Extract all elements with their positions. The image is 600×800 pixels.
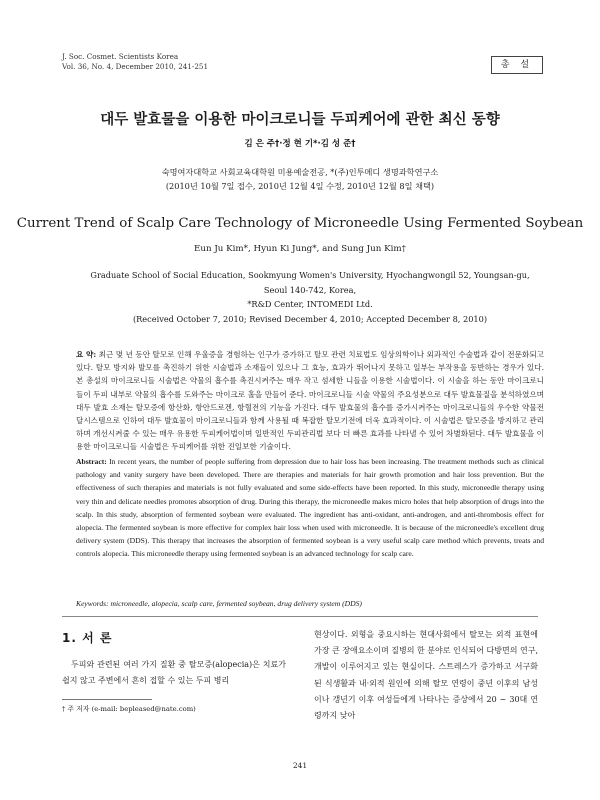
keywords-label: Keywords: xyxy=(76,599,109,608)
title-korean: 대두 발효물을 이용한 마이크로니들 두피케어에 관한 최신 동향 xyxy=(100,112,500,128)
abstract-english-text: In recent years, the number of people suffering from depression due to hair loss has been increasing. The treatment methods such as clinical pathology and vanity surgery have been developed. There are therapies and materials for hair growth promotion and hair loss prevention. But the effectiveness of such therapies and materials is not fully evaluated and some side-effects have been reported. In this study, microneedle therapy using very thin and delicate needles promotes absorption of drug. During this therapy, the microneedle makes micro holes that help absorption of drugs into the scalp. In this study, absorption of fermented soybean were evaluated. The ingredient has anti-oxidant, anti-androgen, and anti-thrombosis effect for alopecia. The fermented soybean is more effective for complex hair loss when used with microneedle. It is because of the microneedle's excellent drug delivery system (DDS). This therapy that increases the absorption of fermented soybean is a very useful scalp care method which prevents, treats and controls alopecia. This microneedle therapy using fermented soybean is an advanced technology for scalp care. xyxy=(76,457,544,559)
section-divider xyxy=(62,616,538,617)
affiliation-english xyxy=(70,268,550,326)
dates-english: (Received October 7, 2010; Revised December 4, 2010; Accepted December 8, 2010) xyxy=(132,313,488,324)
body-right-column: 현상이다. 외형을 중요시하는 현대사회에서 탈모는 외적 표현에 가장 큰 장애요소이며 질병의 한 분야로 인식되어 다방면의 연구, 개발이 이루어지고 있는 현실이다. 스트레스가 증가하고 서구화된 식생활과 내·외적 원인에 의해 탈모 연령이 중년 이후의 남성이나 갱년기 이후 여성들에게 나타나는 증상에서 20 ~ 30대 연령까지 낮아 xyxy=(314,630,538,721)
section-heading: 1. 서 론 xyxy=(62,631,113,645)
footnote: † 주 저자 (e-mail: bepleased@nate.com) xyxy=(62,705,196,713)
page-number: 241 xyxy=(292,761,308,770)
affiliation-korean xyxy=(0,165,600,193)
affiliation-english-line3: *R&D Center, INTOMEDI Ltd. xyxy=(247,299,373,309)
abstract-korean-label: 요 약: xyxy=(76,350,97,359)
footnote-rule xyxy=(62,699,152,700)
body-left-column: 두피와 관련된 여러 가지 질환 중 탈모증(alopecia)은 치료가 쉽지 않고 주변에서 흔히 접할 수 있는 두피 병리 xyxy=(62,660,286,685)
keywords xyxy=(76,598,544,610)
affiliation-english-line2: Seoul 140-742, Korea, xyxy=(263,284,357,295)
affiliation-korean-line: 숙명여자대학교 사회교육대학원 미용예술전공, *(주)인투메디 생명과학연구소 xyxy=(161,167,439,177)
abstract-english-label: Abstract: xyxy=(76,457,107,466)
affiliation-english-line1: Graduate School of Social Education, Sookmyung Women's University, Hyochangwongil 52, Youngsan-gu, xyxy=(90,270,530,280)
keywords-text: microneedle, alopecia, scalp care, fermented soybean, drug delivery system (DDS) xyxy=(108,599,362,608)
title-english: Current Trend of Scalp Care Technology of Microneedle Using Fermented Soybean xyxy=(16,216,584,231)
dates-korean: (2010년 10월 7일 접수, 2010년 12월 4일 수정, 2010년 12월 8일 채택) xyxy=(165,181,435,191)
authors-korean: 김 은 주†·정 현 기*·김 성 준† xyxy=(244,139,356,149)
abstract-english xyxy=(76,455,544,561)
authors-english: Eun Ju Kim*, Hyun Ki Jung*, and Sung Jun Kim† xyxy=(194,244,406,254)
article-type-badge: 총 설 xyxy=(491,56,543,74)
journal-volume: Vol. 36, No. 4, December 2010, 241-251 xyxy=(62,62,209,71)
abstract-korean-text: 최근 몇 년 동안 탈모로 인해 우울증을 경험하는 인구가 증가하고 탈모 관련 치료법도 임상의학이나 외과적인 수술법과 같이 전문화되고 있다. 탈모 방지와 발모를 촉진하기 위한 시술법과 소재들이 있으나 그 효능, 효과가 뛰어나지 못하고 일부는 부작용을 동반하는 경우가 있다. 본 총설의 마이크로니들 시술법은 약물의 흡수를 촉진시켜주는 매우 작고 섬세한 니들을 이용한 시술법이다. 이 시술을 하는 동안 마이크로니들이 두피 내부로 약물의 흡수를 도와주는 마이크로 홀을 만들어 준다. 마이크로니들 시술 약물의 주요성분으로 대두 발효물질을 분석하였으며 대두 발효 소재는 탈모증에 항산화, 항안드로겐, 항혈전의 기능을 가진다. 대두 발효물의 흡수를 증가시켜주는 마이크로니들의 우수한 약물전달시스템으로 인하여 대두 발효물이 마이크로니들과 함께 사용될 때 복잡한 탈모기전에 더욱 효과적이다. 이 시술법은 탈모증을 방지하고 관리하며 개선시켜줄 수 있는 매우 유용한 두피케어법이며 일반적인 두피관리법 보다 더 빠른 효과를 나타낼 수 있어 차별화된다. 대두 발효물을 이용한 마이크로니들 시술법은 두피케어를 위한 진일보한 기술이다. xyxy=(76,350,544,452)
journal-name: J. Soc. Cosmet. Scientists Korea xyxy=(62,52,179,61)
abstract-korean xyxy=(76,348,544,454)
journal-citation xyxy=(62,52,208,72)
